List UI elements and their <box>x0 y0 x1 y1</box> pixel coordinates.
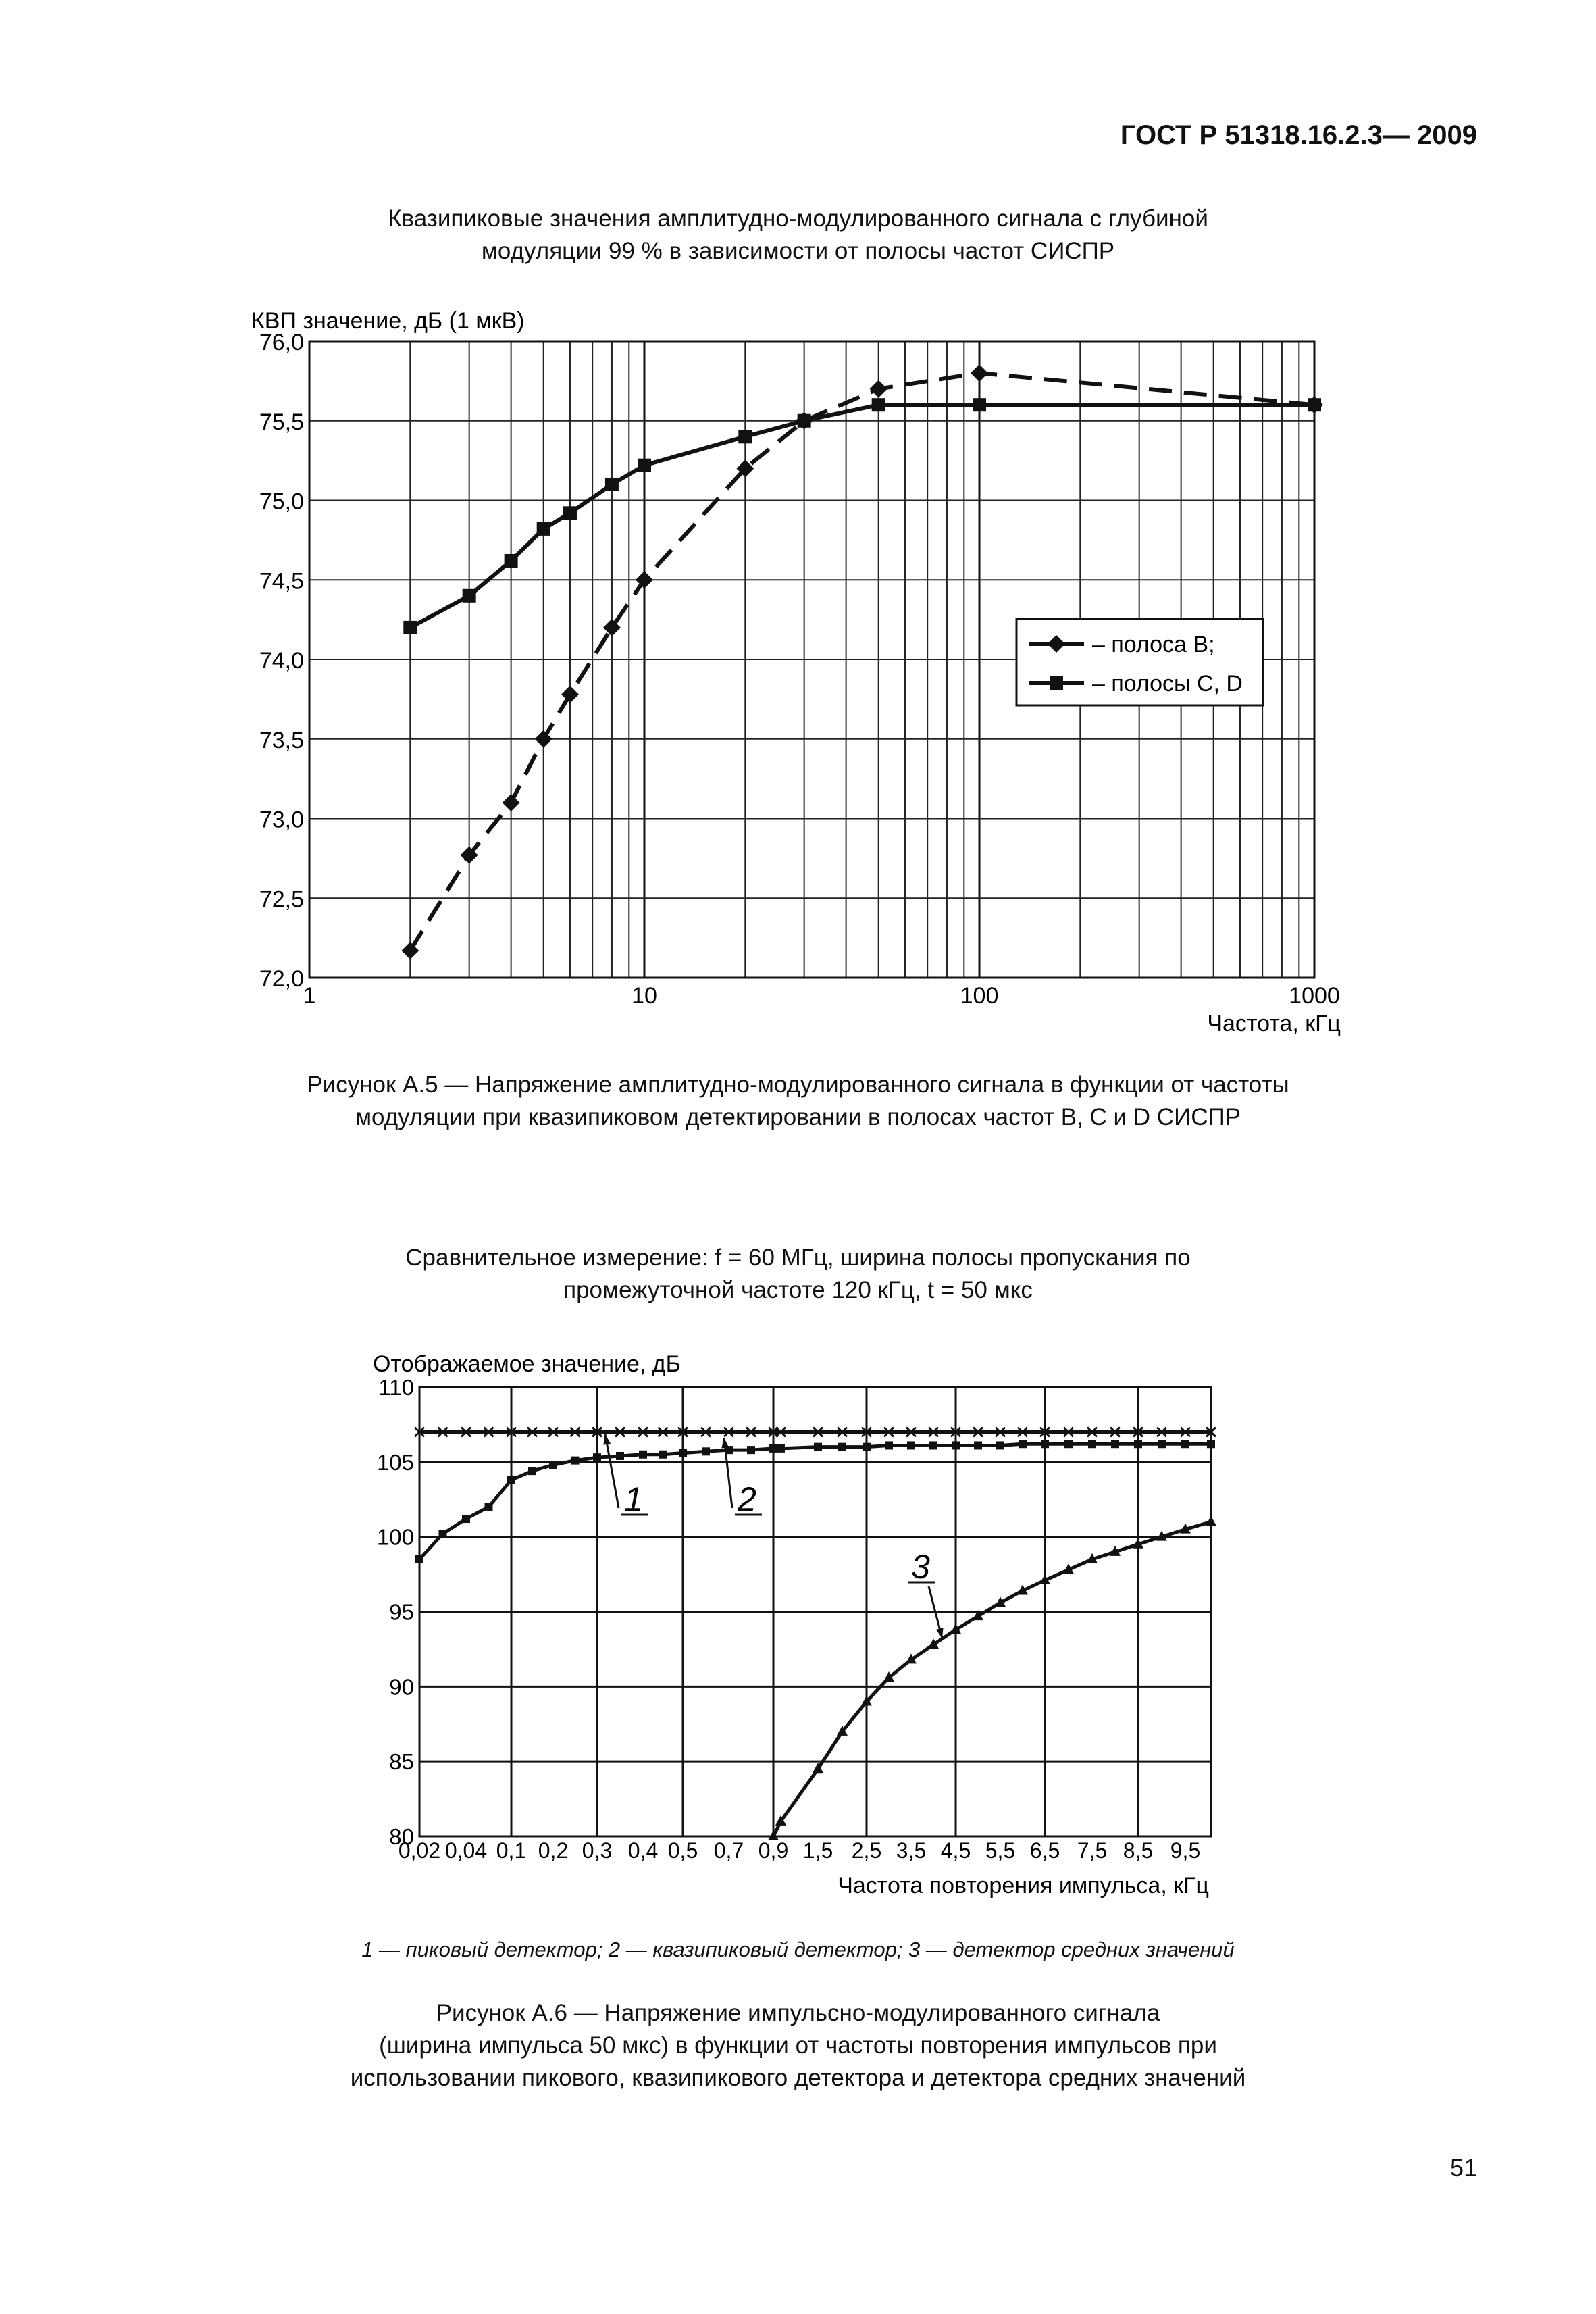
data-point-square <box>738 430 752 443</box>
data-point-square <box>537 522 550 536</box>
data-point-square <box>1064 1440 1073 1448</box>
data-point-square <box>872 398 885 411</box>
y-tick-label: 90 <box>389 1674 414 1700</box>
y-tick-label: 75,0 <box>259 488 304 515</box>
figure-a5-title-line-1: Квазипиковые значения амплитудно-модулированного сигнала с глубиной <box>388 205 1208 232</box>
data-point-square <box>1207 1440 1215 1448</box>
chart2-series <box>415 1428 1216 1841</box>
data-point-square <box>885 1441 893 1449</box>
y-tick-label: 72,5 <box>259 886 304 913</box>
data-point-square <box>863 1443 871 1451</box>
data-point-square <box>638 459 651 472</box>
x-tick-label: 0,04 <box>444 1838 488 1863</box>
data-point-square <box>549 1461 557 1469</box>
x-tick-label: 5,5 <box>985 1838 1016 1863</box>
data-point-diamond <box>971 364 988 382</box>
x-tick-label: 0,7 <box>713 1838 744 1863</box>
figure-a6-title-line-2: промежуточной частоте 120 кГц, t = 50 мкс <box>563 1277 1033 1303</box>
data-point-square <box>571 1457 580 1465</box>
legend-label: – полоса B; <box>1092 632 1215 657</box>
data-point-square <box>563 506 577 520</box>
data-point-square <box>1019 1440 1027 1448</box>
x-tick-label: 4,5 <box>940 1838 971 1863</box>
y-tick-label: 72,0 <box>259 966 304 992</box>
x-tick-label: 10 <box>632 983 657 1009</box>
data-point-square <box>1041 1440 1049 1448</box>
chart1-legend <box>1016 619 1263 705</box>
x-tick-label: 100 <box>960 983 999 1009</box>
data-point-square <box>952 1441 960 1449</box>
data-point-square <box>996 1441 1004 1449</box>
data-point-triangle <box>1206 1516 1216 1526</box>
data-point-square <box>1158 1440 1166 1448</box>
data-point-square <box>462 1515 470 1523</box>
y-tick-label: 74,5 <box>259 568 304 595</box>
x-tick-label: 1000 <box>1289 983 1340 1009</box>
figure-a5-chart <box>0 0 1596 1095</box>
data-point-square <box>974 1441 982 1449</box>
data-point-square <box>1181 1440 1189 1448</box>
x-tick-label: 0,1 <box>496 1838 527 1863</box>
x-tick-label: 7,5 <box>1077 1838 1108 1863</box>
data-point-square <box>679 1449 687 1457</box>
data-point-square <box>929 1441 937 1449</box>
data-point-square <box>1308 398 1321 411</box>
x-tick-label: 0,3 <box>582 1838 613 1863</box>
y-tick-label: 105 <box>376 1449 414 1475</box>
data-point-square <box>777 1444 785 1453</box>
x-axis-label: Частота, кГц <box>1207 1011 1341 1036</box>
x-tick-label: 9,5 <box>1170 1838 1201 1863</box>
data-point-square <box>907 1441 915 1449</box>
figure-a6-caption-line-1: Рисунок А.6 — Напряжение импульсно-модулированного сигнала <box>436 2000 1160 2026</box>
leader-line <box>605 1434 619 1508</box>
series-line <box>773 1522 1211 1837</box>
data-point-square <box>439 1530 447 1538</box>
page-number: 51 <box>1449 2154 1477 2182</box>
data-point-square <box>798 414 811 428</box>
series-line <box>410 405 1314 628</box>
x-tick-label: 0,2 <box>538 1838 569 1863</box>
x-axis-label: Частота повторения импульса, кГц <box>838 1873 1209 1898</box>
legend-label: – полосы C, D <box>1092 671 1243 697</box>
data-point-diamond <box>535 730 552 748</box>
y-axis-label: КВП значение, дБ (1 мкВ) <box>251 308 525 334</box>
figure-a5-caption-line-1: Рисунок А.5 — Напряжение амплитудно-модулированного сигнала в функции от частоты <box>307 1072 1289 1098</box>
curve-label: 3 <box>911 1548 930 1586</box>
leader-arrow-icon <box>936 1628 944 1638</box>
data-point-square <box>1111 1440 1119 1448</box>
x-tick-label: 0,02 <box>398 1838 441 1863</box>
x-tick-label: 2,5 <box>851 1838 882 1863</box>
data-point-square <box>1088 1440 1096 1448</box>
data-point-square <box>605 478 619 491</box>
data-point-square <box>659 1451 667 1459</box>
y-tick-label: 110 <box>378 1375 414 1400</box>
y-tick-label: 76,0 <box>259 330 304 355</box>
x-tick-label: 6,5 <box>1029 1838 1060 1863</box>
data-point-square <box>769 1444 777 1453</box>
data-point-diamond <box>870 380 887 398</box>
x-tick-label: 0,5 <box>667 1838 698 1863</box>
figure-a5-caption-line-2: модуляции при квазипиковом детектировании в полосах частот B, C и D СИСПР <box>355 1104 1241 1130</box>
data-point-square <box>528 1467 536 1475</box>
x-tick-label: 3,5 <box>896 1838 927 1863</box>
figure-a6-legend-line: 1 — пиковый детектор; 2 — квазипиковый детектор; 3 — детектор средних значений <box>361 1938 1235 1961</box>
figure-a6-title-line-1: Сравнительное измерение: f = 60 МГц, ширина полосы пропускания по <box>405 1244 1191 1271</box>
data-point-square <box>616 1452 624 1460</box>
data-point-square <box>814 1443 822 1451</box>
y-tick-label: 80 <box>389 1824 414 1849</box>
data-point-square <box>973 398 986 411</box>
data-point-square <box>838 1443 846 1451</box>
data-point-square <box>505 554 518 568</box>
y-tick-label: 73,0 <box>259 807 304 833</box>
x-tick-label: 1 <box>303 983 316 1009</box>
y-axis-label: Отображаемое значение, дБ <box>373 1351 681 1377</box>
y-tick-label: 95 <box>389 1599 414 1625</box>
data-point-square <box>1134 1440 1142 1448</box>
data-point-square <box>702 1447 710 1455</box>
y-tick-label: 73,5 <box>259 727 304 753</box>
curve-label: 2 <box>738 1480 756 1518</box>
legend-marker-square <box>1050 676 1063 690</box>
document-header: ГОСТ Р 51318.16.2.3— 2009 <box>1120 120 1477 150</box>
x-tick-label: 1,5 <box>802 1838 833 1863</box>
data-point-square <box>485 1503 493 1511</box>
x-tick-label: 0,4 <box>627 1838 659 1863</box>
data-point-square <box>747 1446 755 1454</box>
curve-label: 1 <box>624 1480 643 1518</box>
figure-a6-caption-line-3: использовании пикового, квазипикового детектора и детектора средних значений <box>350 2065 1246 2091</box>
data-point-diamond <box>503 794 520 811</box>
figure-a6-caption-line-2: (ширина импульса 50 мкс) в функции от частоты повторения импульсов при <box>379 2032 1217 2059</box>
x-tick-label: 0,9 <box>758 1838 789 1863</box>
data-point-diamond <box>561 686 579 703</box>
data-point-square <box>463 589 476 603</box>
y-tick-label: 100 <box>376 1524 414 1550</box>
data-point-square <box>507 1476 515 1484</box>
figure-a5-title-line-2: модуляции 99 % в зависимости от полосы частот СИСПР <box>481 238 1115 264</box>
data-point-square <box>403 621 417 634</box>
y-tick-label: 74,0 <box>259 648 304 674</box>
data-point-square <box>639 1451 647 1459</box>
figure-a6-chart <box>0 1324 1596 1919</box>
y-tick-label: 85 <box>389 1749 414 1775</box>
x-tick-label: 8,5 <box>1123 1838 1154 1863</box>
data-point-square <box>593 1453 601 1461</box>
y-tick-label: 75,5 <box>259 409 304 435</box>
data-point-square <box>415 1555 423 1563</box>
